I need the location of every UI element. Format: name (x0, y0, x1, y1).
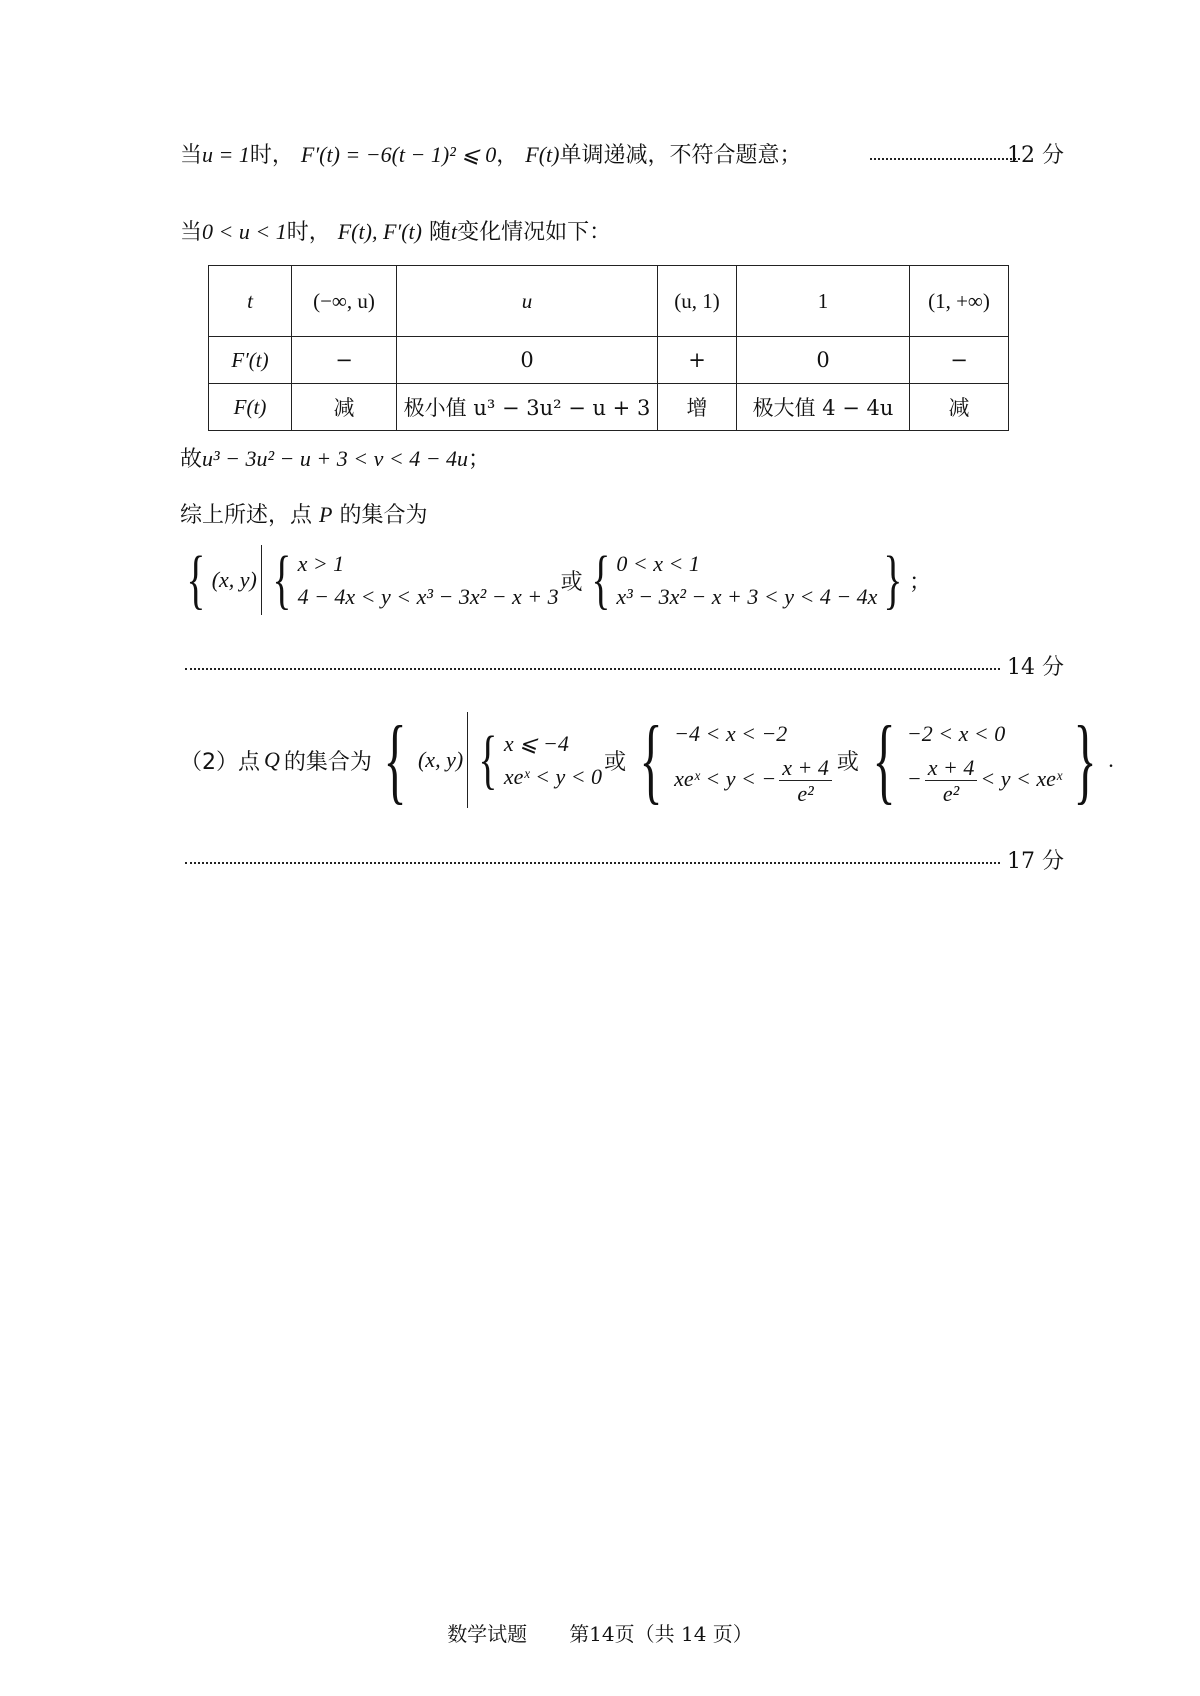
table-cell: 0 (397, 337, 658, 384)
score14-leader (185, 668, 1000, 670)
set-q-system-b (674, 713, 835, 806)
case2-prefix: 当 (180, 220, 203, 245)
table-cell: 极小值 u³ − 3u² − u + 3 (397, 384, 658, 431)
table-cell: 极大值 4 − 4u (737, 384, 910, 431)
fraction (925, 755, 978, 807)
variation-table (208, 265, 1009, 431)
system-brace: { (591, 543, 611, 617)
summary-line (180, 498, 427, 529)
case1-line (180, 138, 801, 169)
fraction-denominator: e² (797, 781, 814, 807)
table-cell: F(t) (209, 384, 292, 431)
table-header-u: u (397, 266, 658, 337)
summary-text1: 综上所述，点 (180, 503, 313, 528)
page-footer (0, 1618, 1200, 1647)
summary-point: P (319, 502, 333, 527)
case2-rest2: 变化情况如下： (457, 220, 612, 245)
table-cell: + (658, 337, 737, 384)
set-q-system-c (907, 713, 1062, 806)
table-header-t: t (209, 266, 292, 337)
set-brace-right: } (883, 543, 903, 617)
set-q-b2 (674, 755, 835, 807)
table-cell: − (910, 337, 1009, 384)
set-q-or1: 或 (604, 749, 627, 775)
fraction-denominator: e² (942, 781, 960, 807)
therefore-prefix: 故 (180, 447, 203, 472)
case2-cond: 0 < u < 1 (202, 219, 287, 244)
set-q-c2-left: − (906, 765, 922, 791)
case1-rest: 单调递减，不符合题意； (559, 143, 802, 168)
table-row-derivative (209, 337, 1009, 384)
case1-func: F(t) (525, 142, 560, 167)
footer-page-number: 第14页（共 14 页） (569, 1622, 753, 1646)
set-q-b2-left: xeˣ < y < − (674, 765, 777, 791)
set-p-b1: 0 < x < 1 (616, 551, 700, 576)
case2-rest1: 随 (428, 220, 451, 245)
set-p-var: (x, y) (211, 567, 257, 592)
score-17: 17 分 (1007, 849, 1064, 874)
set-q (180, 705, 1114, 813)
table-cell: 减 (292, 384, 397, 431)
summary-text2: 的集合为 (339, 503, 428, 528)
set-q-a1: x ⩽ −4 (503, 731, 569, 756)
therefore-line (180, 442, 490, 473)
case1-cond: u = 1 (202, 142, 250, 167)
set-p-end: ； (909, 568, 932, 594)
set-p-system-a (298, 547, 559, 613)
table-cell: 0 (737, 337, 910, 384)
set-brace-right: } (1073, 705, 1097, 813)
set-separator (467, 712, 468, 808)
set-q-c1: −2 < x < 0 (906, 721, 1006, 747)
case1-leader (870, 158, 1020, 160)
set-p-b2: x³ − 3x² − x + 3 < y < 4 − 4x (616, 584, 878, 609)
set-q-var: (x, y) (417, 747, 464, 772)
fraction-numerator: x + 4 (925, 755, 978, 781)
score17-leader (185, 862, 1000, 864)
table-row-function (209, 384, 1009, 431)
set-q-c2 (907, 755, 1062, 807)
score-12: 12 分 (1007, 143, 1064, 168)
part2-label: （2）点 (180, 749, 260, 775)
set-q-or2: 或 (836, 749, 859, 775)
table-header-1: 1 (737, 266, 910, 337)
therefore-expr: u³ − 3u² − u + 3 < v < 4 − 4u (202, 446, 469, 471)
set-brace-left: { (186, 543, 206, 617)
part2-point: Q (264, 747, 280, 772)
fraction (779, 755, 832, 807)
set-p (180, 545, 931, 615)
set-p-a2: 4 − 4x < y < x³ − 3x² − x + 3 (297, 584, 559, 609)
case1-derivative: F′(t) = −6(t − 1)² ⩽ 0 (300, 142, 497, 167)
case2-var: t (450, 219, 458, 244)
case1-comma: ， (496, 143, 519, 168)
system-brace: { (478, 723, 498, 797)
table-header-interval3: (1, +∞) (910, 266, 1009, 337)
table-cell: 增 (658, 384, 737, 431)
score-14: 14 分 (1007, 655, 1064, 680)
set-q-c2-right: < y < xeˣ (980, 765, 1063, 791)
system-brace: { (872, 705, 896, 813)
table-cell: 减 (910, 384, 1009, 431)
set-separator (261, 545, 262, 615)
set-q-b1: −4 < x < −2 (674, 721, 788, 747)
table-header-row (209, 266, 1009, 337)
table-header-interval2: (u, 1) (658, 266, 737, 337)
fraction-numerator: x + 4 (779, 755, 832, 781)
case1-prefix: 当 (180, 143, 203, 168)
therefore-end: ； (468, 447, 491, 472)
set-brace-left: { (383, 705, 407, 813)
case2-mid: 时， (286, 220, 331, 245)
part2-text: 的集合为 (283, 749, 372, 775)
system-brace: { (639, 705, 663, 813)
set-q-expression (180, 705, 1114, 813)
table-cell: F′(t) (209, 337, 292, 384)
set-p-system-b (616, 547, 877, 613)
table-header-interval1: (−∞, u) (292, 266, 397, 337)
case2-line (180, 215, 611, 246)
system-brace: { (272, 543, 292, 617)
set-p-expression (180, 545, 931, 615)
set-p-a1: x > 1 (297, 551, 345, 576)
case2-funcs: F(t), F′(t) (337, 219, 422, 244)
set-q-end: . (1108, 747, 1114, 772)
footer-subject: 数学试题 (447, 1622, 528, 1646)
set-p-or: 或 (560, 569, 583, 595)
set-q-system-a (504, 727, 602, 793)
case1-mid: 时， (249, 143, 294, 168)
set-q-a2: xeˣ < y < 0 (503, 764, 603, 789)
table-cell: − (292, 337, 397, 384)
